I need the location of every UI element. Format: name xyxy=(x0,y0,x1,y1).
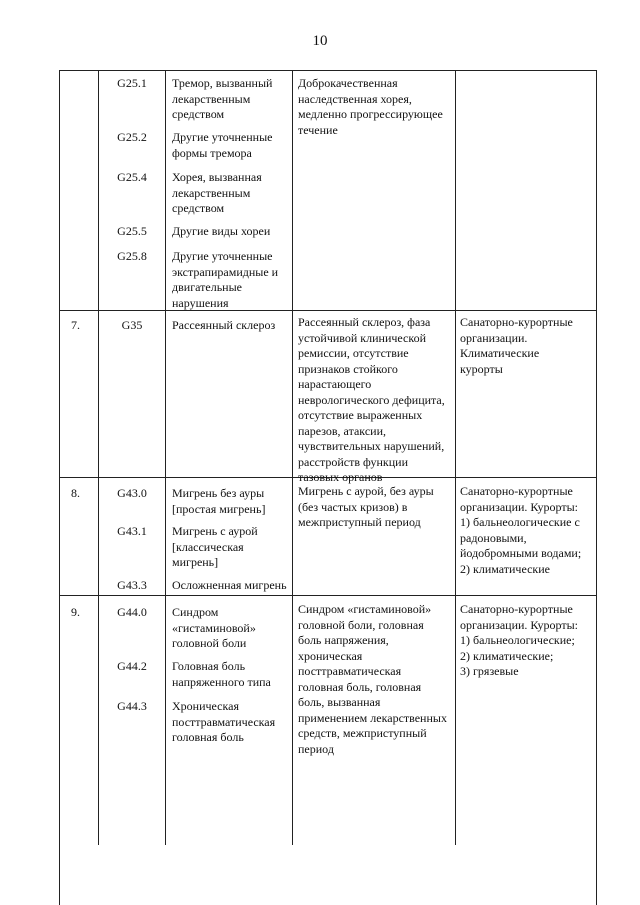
row-number: 7. xyxy=(71,318,80,332)
icd-code: G44.3 xyxy=(117,699,147,713)
icd-code: G25.8 xyxy=(117,249,147,263)
disease-name: Рассеянный склероз xyxy=(172,318,276,332)
disease-name: Тремор, вызванный лекарственным средством xyxy=(172,76,273,121)
resort-text: Санаторно-курортные организации. Курорты: 1) бальнеологические с радоновыми, йодобромными водами; 2) климатические xyxy=(460,484,582,576)
icd-code: G25.5 xyxy=(117,224,147,238)
disease-name: Хроническая посттравматическая головная боль xyxy=(172,699,276,744)
indication-text: Мигрень с аурой, без ауры (без частых кризов) в межприступный период xyxy=(298,484,434,529)
column-divider xyxy=(165,70,166,845)
disease-name: Синдром «гистаминовой» головной боли xyxy=(172,605,256,650)
icd-code: G43.1 xyxy=(117,524,147,538)
disease-name: Другие уточненные формы тремора xyxy=(172,130,273,160)
icd-code: G35 xyxy=(121,318,143,332)
disease-name: Головная боль напряженного типа xyxy=(172,659,271,689)
icd-code: G25.1 xyxy=(117,76,147,90)
row-number: 8. xyxy=(71,486,80,500)
resort-text: Санаторно-курортные организации. Климатические курорты xyxy=(460,315,573,376)
icd-code: G44.2 xyxy=(117,659,147,673)
indication-text: Рассеянный склероз, фаза устойчивой клинической ремиссии, отсутствие признаков стойкого нарастающего неврологического дефицита, отсутствие выраженных парезов, атаксии, чувствительных нарушений, расстройств функции тазовых органов xyxy=(298,315,445,484)
column-divider xyxy=(455,70,456,845)
disease-name: Мигрень без ауры [простая мигрень] xyxy=(172,486,266,516)
icd-code: G25.2 xyxy=(117,130,147,144)
indication-text: Доброкачественная наследственная хорея, медленно прогрессирующее течение xyxy=(298,76,443,137)
column-divider xyxy=(98,70,99,845)
column-divider xyxy=(59,70,60,905)
disease-name: Другие уточненные экстрапирамидные и двигательные нарушения xyxy=(172,249,279,310)
row-divider xyxy=(59,310,597,311)
disease-name: Мигрень с аурой [классическая мигрень] xyxy=(172,524,258,569)
icd-code: G43.0 xyxy=(117,486,147,500)
indication-text: Синдром «гистаминовой» головной боли, головная боль напряжения, хроническая посттравматическая головная боль, головная боль, вызванная применением лекарственных средств, межприступный период xyxy=(298,602,447,756)
column-divider xyxy=(292,70,293,845)
column-divider xyxy=(596,70,597,905)
disease-name: Осложненная мигрень xyxy=(172,578,287,592)
icd-code: G25.4 xyxy=(117,170,147,184)
icd-code: G44.0 xyxy=(117,605,147,619)
disease-name: Хорея, вызванная лекарственным средством xyxy=(172,170,262,215)
row-number: 9. xyxy=(71,605,80,619)
icd-code: G43.3 xyxy=(117,578,147,592)
page-number: 10 xyxy=(312,33,328,49)
table-top-border xyxy=(59,70,597,71)
resort-text: Санаторно-курортные организации. Курорты: 1) бальнеологические; 2) климатические; 3) грязевые xyxy=(460,602,579,678)
disease-name: Другие виды хореи xyxy=(172,224,271,238)
row-divider xyxy=(59,595,597,596)
